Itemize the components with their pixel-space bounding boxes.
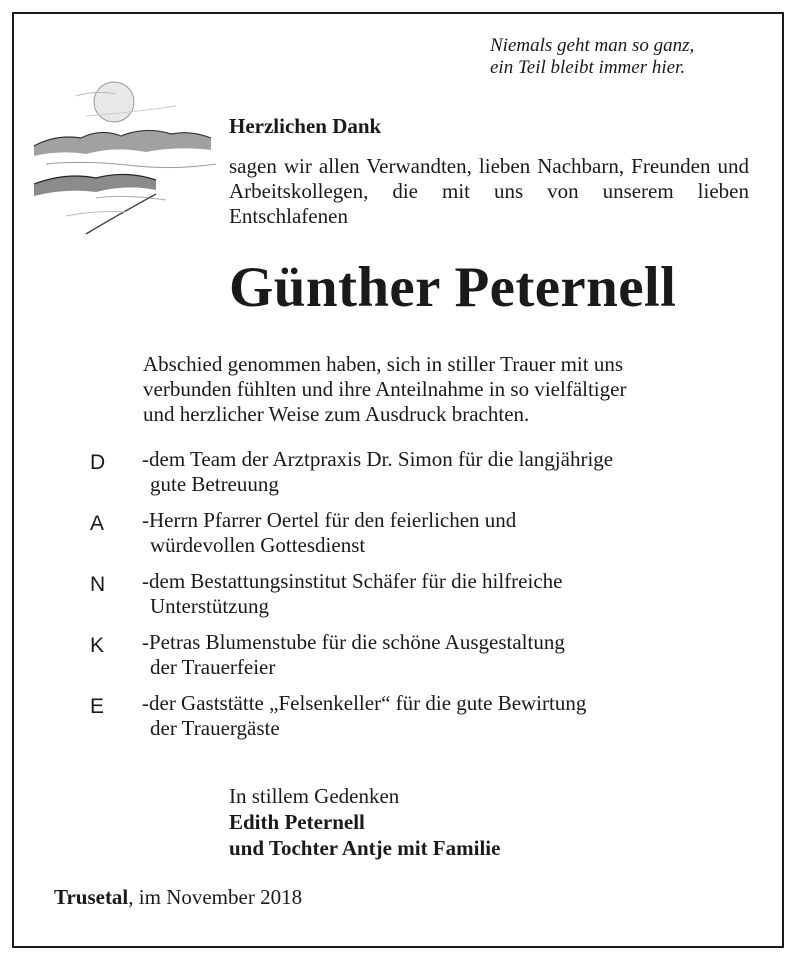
thanks-line: -dem Bestattungsinstitut Schäfer für die hilfreiche: [142, 569, 563, 593]
body-line: verbunden fühlten und ihre Anteilnahme in so vielfältiger: [143, 377, 627, 401]
thanks-line-continued: Unterstützung: [150, 594, 269, 618]
thanks-line: -Herrn Pfarrer Oertel für den feierlichen und: [142, 508, 517, 532]
thanks-line-continued: gute Betreuung: [150, 472, 279, 496]
thanks-heading: Herzlichen Dank: [229, 114, 382, 138]
deceased-name: Günther Peternell: [229, 256, 677, 319]
signoff-family: und Tochter Antje mit Familie: [229, 836, 501, 860]
motto-line: ein Teil bleibt immer hier.: [490, 57, 686, 78]
date: , im November 2018: [128, 885, 303, 909]
thanks-item: [80, 508, 760, 569]
motto-line: Niemals geht man so ganz,: [490, 35, 695, 56]
thanks-item: [80, 569, 760, 630]
landscape-sunset-illustration: [26, 76, 216, 236]
acrostic-letter: E: [90, 695, 105, 718]
thanks-text: [142, 691, 752, 741]
thanks-line-continued: der Trauerfeier: [150, 655, 276, 679]
signoff-name: Edith Peternell: [229, 810, 365, 834]
thanks-text: [142, 447, 752, 497]
thanks-line-continued: der Trauergäste: [150, 716, 280, 740]
place: Trusetal: [54, 885, 129, 909]
acrostic-letter: A: [90, 512, 105, 535]
body-text: [143, 352, 733, 427]
thanks-item: [80, 630, 760, 691]
acrostic-letter: N: [90, 573, 106, 596]
signoff-phrase: In stillem Gedenken: [229, 784, 400, 808]
place-date: [54, 885, 302, 910]
thanks-list: [80, 447, 760, 752]
thanks-text: [142, 508, 752, 558]
thanks-item: [80, 447, 760, 508]
body-line: und herzlicher Weise zum Ausdruck brachten.: [143, 402, 530, 426]
thanks-text: [142, 569, 752, 619]
acrostic-letter: D: [90, 451, 106, 474]
motto-verse: [490, 35, 760, 79]
body-line: Abschied genommen haben, sich in stiller Trauer mit uns: [143, 352, 624, 376]
thanks-line-continued: würdevollen Gottesdienst: [150, 533, 366, 557]
thanks-text: [142, 630, 752, 680]
thanks-line: -dem Team der Arztpraxis Dr. Simon für die langjährige: [142, 447, 614, 471]
intro-text: sagen wir allen Verwandten, lieben Nachbarn, Freunden und Arbeitskollegen, die mit uns von unserem lieben Entschlafenen: [229, 154, 749, 228]
thanks-item: [80, 691, 760, 752]
thanks-line: -Petras Blumenstube für die schöne Ausgestaltung: [142, 630, 565, 654]
thanks-line: -der Gaststätte „Felsenkeller“ für die gute Bewirtung: [142, 691, 587, 715]
acrostic-letter: K: [90, 634, 105, 657]
signoff: [229, 783, 500, 861]
